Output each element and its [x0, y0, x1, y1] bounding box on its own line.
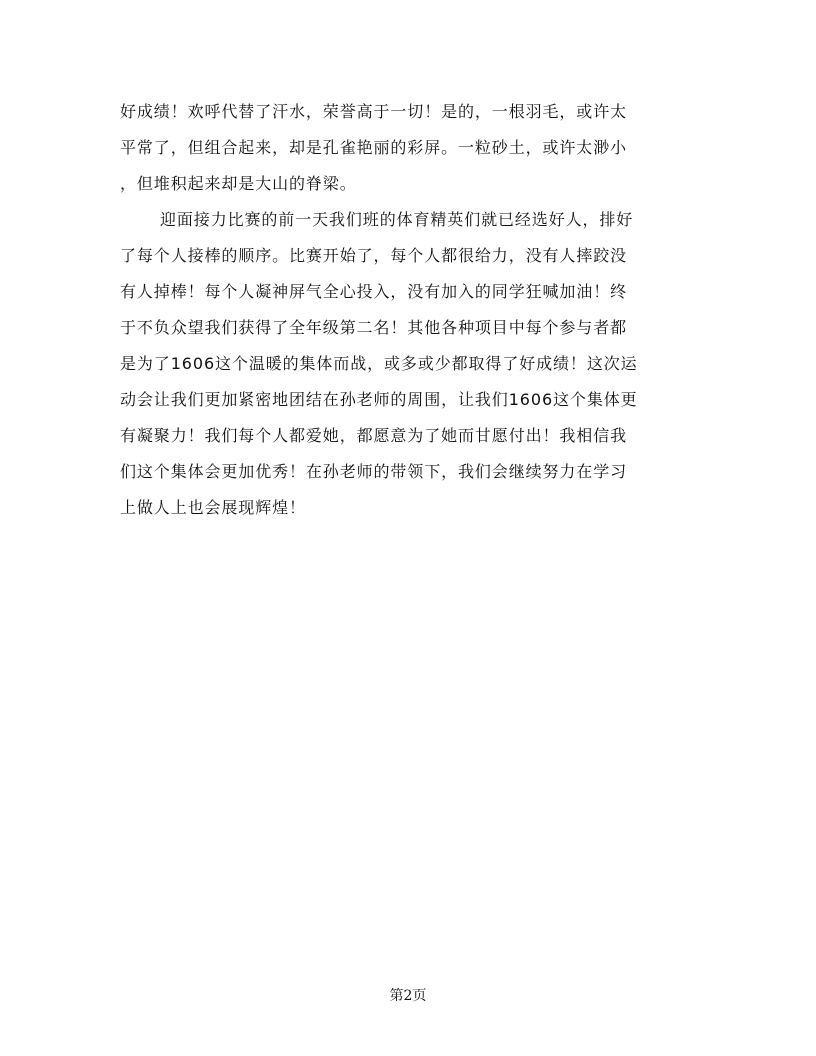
paragraph-line: 好成绩！欢呼代替了汗水，荣誉高于一切！是的，一根羽毛，或许太: [120, 102, 628, 121]
paragraph-line: 动会让我们更加紧密地团结在孙老师的周围，让我们1606这个集体更: [120, 390, 638, 409]
paragraph-line: 有凝聚力！我们每个人都爱她，都愿意为了她而甘愿付出！我相信我: [120, 426, 628, 445]
page-number: 第2页: [389, 988, 427, 1004]
paragraph-line: 了每个人接棒的顺序。比赛开始了，每个人都很给力，没有人摔跤没: [120, 246, 628, 265]
paragraph-line: 是为了1606这个温暖的集体而战，或多或少都取得了好成绩！这次运: [120, 354, 638, 373]
paragraph-first-line: 迎面接力比赛的前一天我们班的体育精英们就已经选好人，排好: [160, 210, 634, 229]
paragraph-line: 于不负众望我们获得了全年级第二名！其他各种项目中每个参与者都: [120, 318, 628, 337]
body-text: [120, 94, 700, 526]
paragraph-line: ，但堆积起来却是大山的脊梁。: [120, 174, 357, 193]
paragraph-line: 们这个集体会更加优秀！在孙老师的带领下，我们会继续努力在学习: [120, 462, 628, 481]
paragraph-line: 平常了，但组合起来，却是孔雀艳丽的彩屏。一粒砂土，或许太渺小: [120, 138, 628, 157]
paragraph-line: 有人掉棒！每个人凝神屏气全心投入，没有加入的同学狂喊加油！终: [120, 282, 628, 301]
paragraph-line: 上做人上也会展现辉煌！: [120, 498, 306, 517]
